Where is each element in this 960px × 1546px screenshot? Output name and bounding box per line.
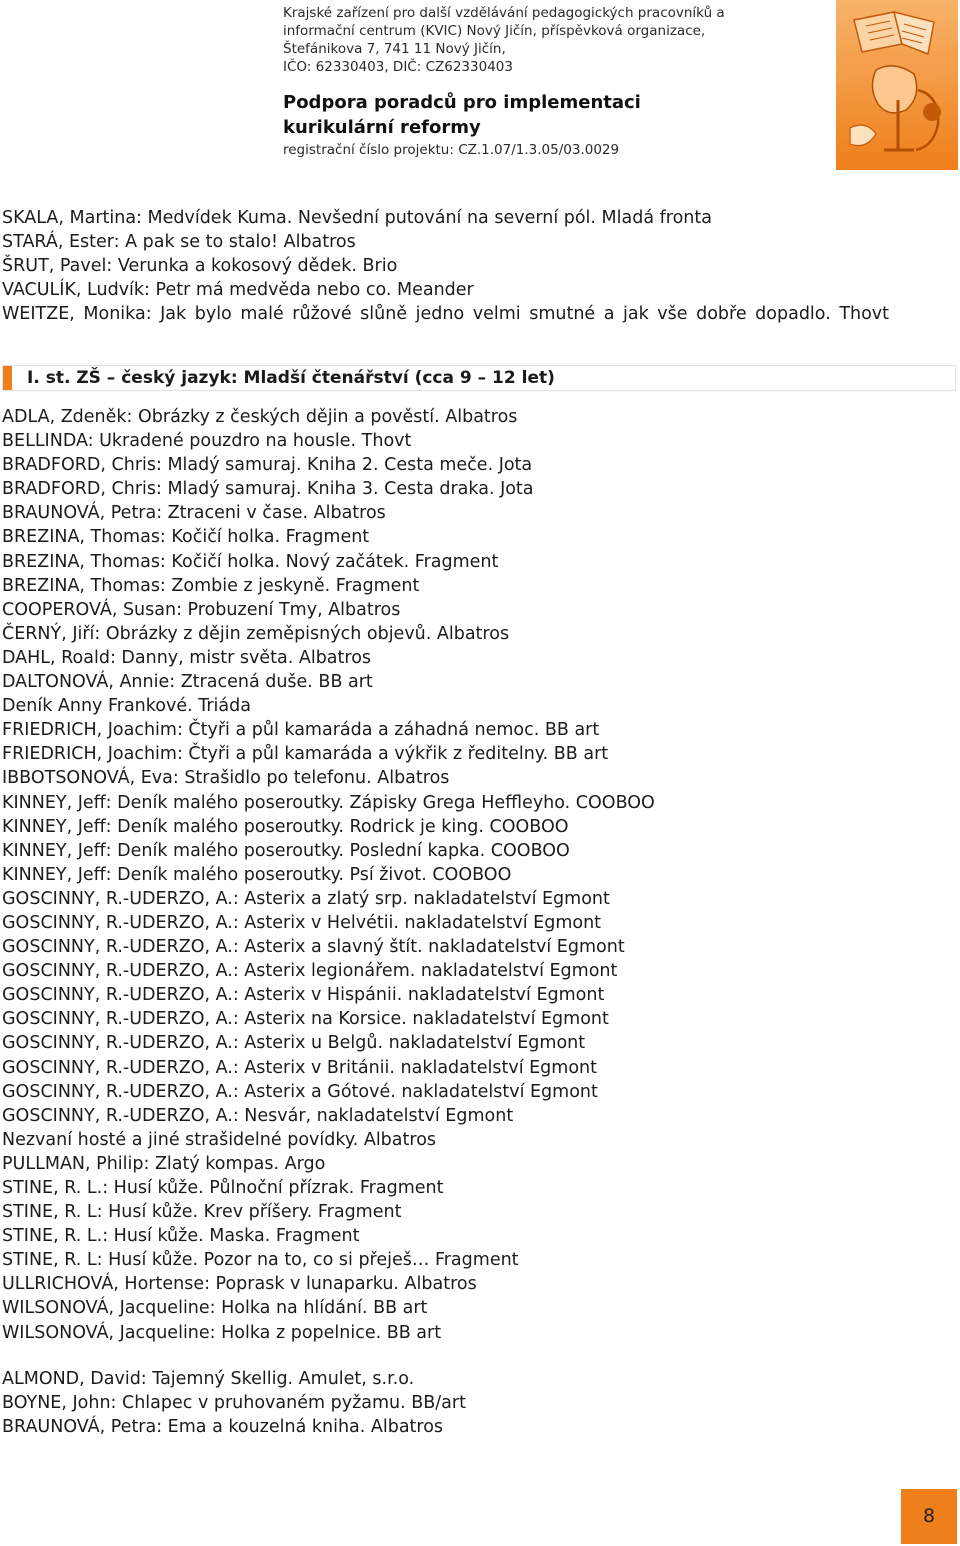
org-line: IČO: 62330403, DIČ: CZ62330403 [283, 59, 513, 75]
list-item: ALMOND, David: Tajemný Skellig. Amulet, s.r.o. [2, 1369, 415, 1389]
list-item: ADLA, Zdeněk: Obrázky z českých dějin a pověstí. Albatros [2, 407, 518, 427]
list-item: KINNEY, Jeff: Deník malého poseroutky. Psí život. COOBOO [2, 864, 512, 885]
list-item: GOSCINNY, R.-UDERZO, A.: Asterix a zlatý srp. nakladatelství Egmont [2, 888, 610, 909]
project-title-line: kurikulární reformy [283, 117, 481, 138]
list-item: STINE, R. L: Husí kůže. Krev příšery. Fragment [2, 1202, 402, 1223]
list-item: BREZINA, Thomas: Kočičí holka. Fragment [2, 527, 370, 548]
list-item: STINE, R. L: Husí kůže. Pozor na to, co si přeješ… Fragment [2, 1250, 519, 1271]
list-item: GOSCINNY, R.-UDERZO, A.: Asterix legionářem. nakladatelství Egmont [2, 961, 618, 982]
list-item: GOSCINNY, R.-UDERZO, A.: Asterix v Británii. nakladatelství Egmont [2, 1057, 597, 1078]
project-logo-icon [836, 0, 958, 170]
list-item: GOSCINNY, R.-UDERZO, A.: Asterix a Gótové. nakladatelství Egmont [2, 1081, 598, 1102]
book-list [2, 405, 957, 1345]
list-item: KINNEY, Jeff: Deník malého poseroutky. Zápisky Grega Heffleyho. COOBOO [2, 792, 655, 813]
list-item: BRADFORD, Chris: Mladý samuraj. Kniha 3. Cesta draka. Jota [2, 479, 534, 500]
list-item: SKALA, Martina: Medvídek Kuma. Nevšední putování na severní pól. Mladá fronta [2, 208, 712, 228]
page-number-box [901, 1489, 957, 1544]
list-item: BREZINA, Thomas: Kočičí holka. Nový začátek. Fragment [2, 551, 499, 572]
list-item: PULLMAN, Philip: Zlatý kompas. Argo [2, 1153, 326, 1174]
list-item: BREZINA, Thomas: Zombie z jeskyně. Fragment [2, 575, 420, 596]
list-item: FRIEDRICH, Joachim: Čtyři a půl kamaráda a výkřik z ředitelny. BB art [2, 744, 609, 765]
list-item: KINNEY, Jeff: Deník malého poseroutky. Poslední kapka. COOBOO [2, 840, 570, 861]
list-item: BELLINDA: Ukradené pouzdro na housle. Thovt [2, 431, 412, 452]
list-item: BRAUNOVÁ, Petra: Ema a kouzelná kniha. Albatros [2, 1417, 444, 1438]
org-line: Štefánikova 7, 741 11 Nový Jičín, [283, 41, 506, 57]
list-item: VACULÍK, Ludvík: Petr má medvěda nebo co. Meander [2, 280, 474, 301]
list-item: ČERNÝ, Jiří: Obrázky z dějin zeměpisných objevů. Albatros [2, 623, 510, 644]
list-item: GOSCINNY, R.-UDERZO, A.: Asterix a slavný štít. nakladatelství Egmont [2, 937, 625, 958]
list-item: STINE, R. L.: Husí kůže. Půlnoční přízrak. Fragment [2, 1178, 444, 1198]
list-item: STARÁ, Ester: A pak se to stalo! Albatros [2, 232, 356, 253]
list-item: ULLRICHOVÁ, Hortense: Poprask v lunaparku. Albatros [2, 1274, 477, 1295]
list-item: KINNEY, Jeff: Deník malého poseroutky. Rodrick je king. COOBOO [2, 816, 569, 837]
page-number: 8 [922, 1505, 936, 1527]
list-item: IBBOTSONOVÁ, Eva: Strašidlo po telefonu. Albatros [2, 768, 450, 789]
section-heading [2, 365, 956, 391]
list-item: STINE, R. L.: Husí kůže. Maska. Fragment [2, 1226, 360, 1247]
list-item: WILSONOVÁ, Jacqueline: Holka na hlídání. BB art [2, 1298, 428, 1319]
list-item: WILSONOVÁ, Jacqueline: Holka z popelnice. BB art [2, 1322, 442, 1343]
list-item: GOSCINNY, R.-UDERZO, A.: Nesvár, nakladatelství Egmont [2, 1105, 514, 1126]
project-title-line: Podpora poradců pro implementaci [283, 92, 641, 113]
list-item: GOSCINNY, R.-UDERZO, A.: Asterix v Hispánii. nakladatelství Egmont [2, 985, 605, 1006]
list-item: DALTONOVÁ, Annie: Ztracená duše. BB art [2, 672, 373, 693]
list-item: Deník Anny Frankové. Triáda [2, 696, 251, 717]
list-item: DAHL, Roald: Danny, mistr světa. Albatros [2, 647, 372, 668]
section-heading-text: I. st. ZŠ – český jazyk: Mladší čtenářství (cca 9 – 12 let) [27, 368, 555, 388]
list-item: BRADFORD, Chris: Mladý samuraj. Kniha 2. Cesta meče. Jota [2, 455, 533, 476]
list-item: FRIEDRICH, Joachim: Čtyři a půl kamaráda a záhadná nemoc. BB art [2, 720, 600, 741]
org-line: informační centrum (KVIC) Nový Jičín, příspěvková organizace, [283, 23, 706, 39]
list-item: BRAUNOVÁ, Petra: Ztraceni v čase. Albatros [2, 503, 386, 524]
list-item: WEITZE, Monika: Jak bylo malé růžové slůně jedno velmi smutné a jak vše dobře dopadlo. Thovt [2, 304, 890, 325]
project-registration: registrační číslo projektu: CZ.1.07/1.3.05/03.0029 [283, 142, 620, 158]
document-header [283, 4, 813, 160]
org-line: Krajské zařízení pro další vzdělávání pedagogických pracovníků a [283, 5, 725, 21]
list-item: GOSCINNY, R.-UDERZO, A.: Asterix na Korsice. nakladatelství Egmont [2, 1009, 609, 1030]
list-item: BOYNE, John: Chlapec v pruhovaném pyžamu. BB/art [2, 1393, 466, 1414]
project-title [283, 90, 813, 140]
list-item: ŠRUT, Pavel: Verunka a kokosový dědek. Brio [2, 256, 398, 277]
list-item: GOSCINNY, R.-UDERZO, A.: Asterix u Belgů. nakladatelství Egmont [2, 1033, 586, 1054]
list-item: COOPEROVÁ, Susan: Probuzení Tmy, Albatros [2, 599, 401, 620]
heading-accent-bar [3, 366, 12, 390]
list-item: GOSCINNY, R.-UDERZO, A.: Asterix v Helvétii. nakladatelství Egmont [2, 912, 602, 933]
book-list-continued [2, 1367, 957, 1439]
list-item: Nezvaní hosté a jiné strašidelné povídky. Albatros [2, 1129, 437, 1150]
intro-book-list [2, 206, 957, 326]
